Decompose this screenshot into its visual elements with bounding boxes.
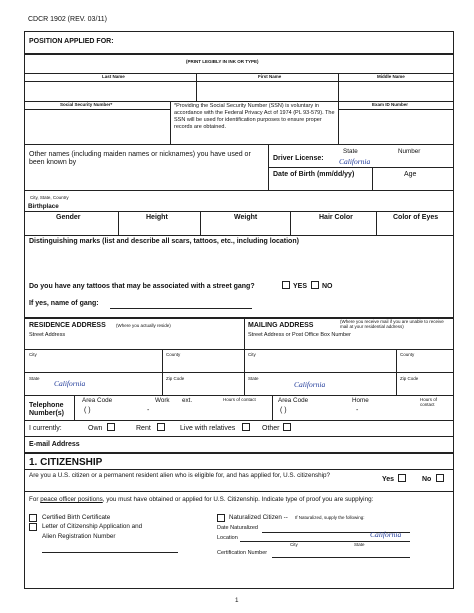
divider (162, 372, 163, 395)
divider (372, 167, 373, 190)
relatives-checkbox[interactable] (242, 423, 250, 431)
divider (396, 349, 397, 372)
divider (170, 101, 171, 144)
divider (338, 109, 454, 110)
dob-label: Date of Birth (mm/dd/yy) (273, 171, 355, 178)
citizen-yes-label: Yes (382, 476, 395, 483)
other-names-label: Other names (including maiden names or nicknames) you have used or been known by (29, 151, 251, 167)
own-checkbox[interactable] (107, 423, 115, 431)
work-dash: - (147, 407, 150, 414)
divider (396, 372, 397, 395)
divider (24, 109, 170, 110)
hair-color-label: Hair Color (319, 214, 353, 221)
divider (24, 53, 454, 55)
location-city-label: City (290, 542, 298, 547)
divider (338, 101, 339, 144)
gang-name-field[interactable] (110, 308, 252, 309)
divider (290, 211, 291, 235)
height-field[interactable] (120, 223, 198, 234)
currently-label: I currently: (29, 425, 62, 432)
birthplace-field[interactable] (74, 196, 452, 210)
work-phone-field[interactable] (80, 406, 270, 418)
divider (376, 211, 377, 235)
weight-label: Weight (234, 214, 258, 221)
marks-label: Distinguishing marks (list and describe all scars, tattoos, etc., including location) (29, 238, 299, 245)
divider (200, 211, 201, 235)
email-label: E-mail Address (29, 441, 80, 448)
exam-id-field[interactable] (340, 111, 452, 142)
telephone-label: Telephone Number(s) (29, 402, 65, 418)
naturalized-note: If Naturalized, supply the following: (295, 515, 365, 520)
first-name-header: First Name (258, 74, 282, 79)
divider (24, 436, 454, 437)
home-phone-field[interactable] (276, 406, 416, 418)
residence-city-field[interactable] (26, 359, 160, 371)
mailing-state-value[interactable]: California (294, 380, 326, 389)
cert-number-field[interactable] (272, 557, 410, 558)
divider (268, 167, 454, 168)
other-checkbox[interactable] (283, 423, 291, 431)
mailing-city-label: City (248, 352, 256, 357)
cert-number-label: Certification Number (217, 550, 268, 556)
divider (24, 372, 454, 373)
home-area-code-paren: ( ) (280, 407, 287, 414)
marks-field[interactable] (26, 248, 452, 276)
eye-color-field[interactable] (378, 223, 452, 234)
divider (272, 395, 273, 420)
age-label: Age (404, 171, 417, 178)
divider (24, 452, 454, 454)
last-name-header: Last Name (102, 74, 125, 79)
residence-note: (Where you actually reside) (116, 323, 171, 328)
gender-field[interactable] (26, 223, 116, 234)
last-name-field[interactable] (26, 83, 194, 100)
position-label: POSITION APPLIED FOR: (29, 38, 114, 45)
work-ext-label: ext. (182, 397, 193, 404)
email-field[interactable] (88, 438, 452, 450)
letter-label: Letter of Citizenship Application and (42, 523, 143, 530)
mailing-state-label: State (248, 376, 259, 381)
weight-field[interactable] (202, 223, 288, 234)
divider (162, 349, 163, 372)
home-dash: - (356, 407, 359, 414)
citizenship-title: 1. CITIZENSHIP (29, 457, 103, 468)
print-note: (PRINT LEGIBLY IN INK OR TYPE) (186, 59, 259, 64)
page-number: 1 (235, 597, 239, 604)
divider (118, 211, 119, 235)
work-area-code-paren: ( ) (84, 407, 91, 414)
mailing-county-label: County (400, 352, 415, 357)
work-area-code-label: Area Code (82, 397, 113, 404)
divider (24, 190, 454, 191)
form-id: CDCR 1902 (REV. 03/11) (28, 16, 107, 23)
eye-color-label: Color of Eyes (393, 214, 439, 221)
middle-name-header: Middle Name (377, 74, 405, 79)
mailing-zip-label: Zip Code (400, 376, 419, 381)
naturalized-label: Naturalized Citizen -- (229, 514, 288, 521)
driver-license-label: Driver License: (273, 155, 324, 162)
divider (24, 235, 454, 236)
home-label: Home (352, 397, 369, 404)
mailing-note: (Where you receive mail if you are unable to receive mail at your residential address) (340, 319, 444, 330)
age-field[interactable] (374, 179, 452, 189)
naturalized-checkbox[interactable] (217, 514, 225, 522)
mailing-zip-field[interactable] (398, 383, 452, 394)
divider (244, 317, 245, 395)
citizen-no-checkbox[interactable] (436, 474, 444, 482)
alien-registration-label: Alien Registration Number (42, 533, 116, 540)
other-label: Other (262, 425, 280, 432)
ssn-note: *Providing the Social Security Number (SSN) is voluntary in accordance with the Federal Privacy Act of 1974 (PL 93-579). The SSN will be used for identification purposes to ensure proper records are obtained. (174, 103, 335, 130)
mailing-street-label: Street Address or Post Office Box Number (248, 332, 351, 338)
birthplace-label: Birthplace (28, 203, 59, 210)
divider (24, 395, 454, 396)
gang-no-checkbox[interactable] (311, 281, 319, 289)
residence-title: RESIDENCE ADDRESS (29, 322, 106, 329)
divider (338, 73, 339, 101)
mailing-city-field[interactable] (246, 359, 394, 371)
residence-zip-field[interactable] (164, 383, 242, 394)
relatives-label: Live with relatives (180, 425, 236, 432)
divider (24, 81, 454, 82)
residence-state-label: State (29, 376, 40, 381)
divider (74, 395, 75, 420)
divider (24, 491, 454, 492)
birth-certificate-label: Certified Birth Certificate (42, 514, 111, 521)
home-area-code-label: Area Code (278, 397, 309, 404)
residence-street-field[interactable] (26, 340, 242, 348)
hair-color-field[interactable] (292, 223, 374, 234)
ssn-field[interactable] (26, 111, 168, 142)
other-names-field[interactable] (26, 170, 266, 188)
divider (24, 420, 454, 421)
residence-street-label: Street Address (29, 332, 66, 338)
divider (24, 144, 454, 145)
middle-name-field[interactable] (340, 83, 452, 100)
citizen-no-label: No (422, 476, 432, 483)
gender-label: Gender (56, 214, 81, 221)
birth-certificate-checkbox[interactable] (29, 514, 37, 522)
divider (24, 211, 454, 212)
first-name-field[interactable] (198, 83, 336, 100)
location-field[interactable] (240, 541, 410, 542)
ssn-label: Social Security Number* (60, 102, 113, 107)
residence-zip-label: Zip Code (166, 376, 185, 381)
dl-state-label: State (343, 148, 358, 155)
gang-no-label: NO (322, 283, 333, 290)
home-hours-label: Hours of contact (420, 397, 438, 408)
residence-county-field[interactable] (164, 359, 242, 371)
residence-city-label: City (29, 352, 37, 357)
divider (24, 349, 454, 350)
work-label: Work (155, 397, 170, 404)
date-naturalized-label: Date Naturalized (217, 525, 258, 531)
birthplace-sub-label: City, State, Country (30, 195, 69, 200)
citizen-yes-checkbox[interactable] (398, 474, 406, 482)
gang-yes-label: YES (293, 283, 308, 290)
dl-state-value[interactable]: California (339, 157, 371, 166)
exam-id-label: Exam ID Number (372, 102, 409, 107)
residence-state-value[interactable]: California (54, 379, 86, 388)
own-label: Own (88, 425, 103, 432)
location-label: Location (217, 535, 238, 541)
mailing-title: MAILING ADDRESS (248, 322, 314, 329)
height-label: Height (146, 214, 168, 221)
location-state-label: State (354, 542, 365, 547)
location-value[interactable]: California (370, 530, 402, 539)
divider (196, 73, 197, 101)
dl-number-label: Number (398, 148, 421, 155)
citizenship-question: Are you a U.S. citizen or a permanent resident alien who is eligible for, and has applied for, U.S. citizenship? (29, 472, 331, 479)
alien-registration-field[interactable] (42, 552, 178, 553)
gang-name-label: If yes, name of gang: (29, 300, 99, 307)
divider (24, 469, 454, 470)
rent-label: Rent (136, 425, 151, 432)
gang-question: Do you have any tattoos that may be associated with a street gang? (29, 283, 255, 290)
mailing-street-field[interactable] (246, 340, 452, 348)
rent-checkbox[interactable] (157, 423, 165, 431)
gang-yes-checkbox[interactable] (282, 281, 290, 289)
mailing-county-field[interactable] (398, 359, 452, 371)
residence-county-label: County (166, 352, 181, 357)
letter-checkbox[interactable] (29, 523, 37, 531)
peace-officer-note: For peace officer positions, you must have obtained or applied for U.S. Citizenship. Indicate type of proof you are supplying: (29, 496, 374, 503)
work-hours-label: Hours of contact (223, 397, 256, 402)
